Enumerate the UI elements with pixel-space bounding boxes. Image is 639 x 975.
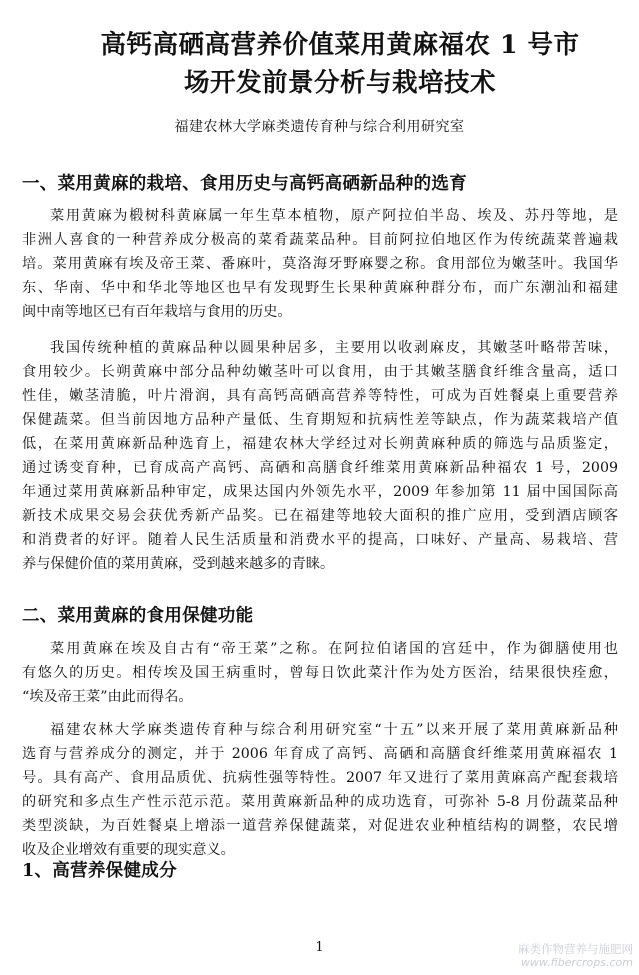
- text-line: 新技术成果交易会获优秀新产品奖。已在福建等地较大面积的推广应用，受到酒店顾客: [22, 508, 618, 524]
- section-2-paragraph-2: [22, 718, 618, 862]
- text-line: 年通过菜用黄麻新品种审定，成果达国内外领先水平，2009 年参加第 11 届中国国际高: [22, 484, 618, 500]
- document-title: [60, 26, 620, 102]
- title-line-2: 场开发前景分析与栽培技术: [183, 68, 496, 98]
- text-line: 性佳，嫩茎清脆，叶片滑润，具有高钙高硒高营养等特性，可成为百姓餐桌上重要营养: [22, 388, 618, 404]
- watermark: [518, 942, 633, 970]
- text-line: 我国传统种植的黄麻品种以圆果种居多，主要用以收剥麻皮，其嫩茎叶略带苦味，: [50, 340, 618, 356]
- text-line: 东、华南、华中和华北等地区也早有发现野生长果种黄麻种群分布，而广东潮汕和福建: [22, 280, 618, 296]
- text-line: 有悠久的历史。相传埃及国王病重时，曾每日饮此菜汁作为处方医治，结果很快痊愈，: [22, 665, 618, 681]
- text-line: 非洲人喜食的一种营养成分极高的菜肴蔬菜品种。目前阿拉伯地区作为传统蔬菜普遍栽: [22, 232, 618, 248]
- text-line: 和消费者的好评。随着人民生活质量和消费水平的提高，口味好、产量高、易栽培、营: [22, 532, 618, 548]
- text-line: 类型淡缺，为百姓餐桌上增添一道营养保健蔬菜，对促进农业种植结构的调整，农民增: [22, 818, 618, 834]
- text-line: 养与保健价值的菜用黄麻，受到越来越多的青睐。: [22, 556, 335, 572]
- watermark-url: www.fibercrops.com: [520, 956, 633, 969]
- text-line: 培。菜用黄麻有埃及帝王菜、番麻叶，莫洛海牙野麻婴之称。食用部位为嫩茎叶。我国华: [22, 256, 618, 272]
- text-line: 保健蔬菜。但当前因地方品种产量低、生育期短和抗病性差等缺点，作为蔬菜栽培产值: [22, 412, 618, 428]
- section-1-paragraph-1: [22, 204, 618, 324]
- author-affiliation: 福建农林大学麻类遗传育种与综合利用研究室: [174, 119, 465, 135]
- text-line: 通过诱变育种，已育成高产高钙、高硒和高膳食纤维菜用黄麻新品种福农 1 号，2009: [22, 460, 618, 476]
- text-line: 选育与营养成分的测定，并于 2006 年育成了高钙、高硒和高膳食纤维菜用黄麻福农 1: [22, 746, 618, 762]
- text-line: 菜用黄麻为椴树科黄麻属一年生草本植物，原产阿拉伯半岛、埃及、苏丹等地，是: [50, 208, 618, 224]
- text-line: 号。具有高产、食用品质优、抗病性强等特性。2007 年又进行了菜用黄麻高产配套栽培: [22, 770, 618, 786]
- text-line: “埃及帝王菜”由此而得名。: [22, 689, 193, 705]
- watermark-text: 麻类作物营养与施肥网: [518, 942, 633, 956]
- text-line: 福建农林大学麻类遗传育种与综合利用研究室“十五”以来开展了菜用黄麻新品种: [50, 722, 618, 738]
- text-line: 闽中南等地区已有百年栽培与食用的历史。: [22, 304, 292, 320]
- text-line: 食用较少。长朔黄麻中部分品种幼嫩茎叶可以食用，由于其嫩茎膳食纤维含量高，适口: [22, 364, 618, 380]
- subsection-1-heading: 1、高营养保健成分: [22, 861, 177, 881]
- page-number: 1: [315, 940, 324, 955]
- section-2-paragraph-1: [22, 637, 618, 709]
- text-line: 收及企业增效有重要的现实意义。: [22, 842, 235, 858]
- section-1-paragraph-2: [22, 336, 618, 576]
- title-line-1: 高钙高硒高营养价值菜用黄麻福农 1 号市: [100, 30, 580, 60]
- text-line: 低，在菜用黄麻新品种选育上，福建农林大学经过对长朔黄麻种质的筛选与品质鉴定，: [22, 436, 618, 452]
- section-2-heading: 二、菜用黄麻的食用保健功能: [22, 606, 254, 626]
- text-line: 菜用黄麻在埃及自古有“帝王菜”之称。在阿拉伯诸国的宫廷中，作为御膳使用也: [50, 641, 618, 657]
- section-1-heading: 一、菜用黄麻的栽培、食用历史与高钙高硒新品种的选育: [22, 174, 467, 194]
- text-line: 的研究和多点生产性示范示范。菜用黄麻新品种的成功选育，可弥补 5-8 月份蔬菜品种: [22, 794, 618, 810]
